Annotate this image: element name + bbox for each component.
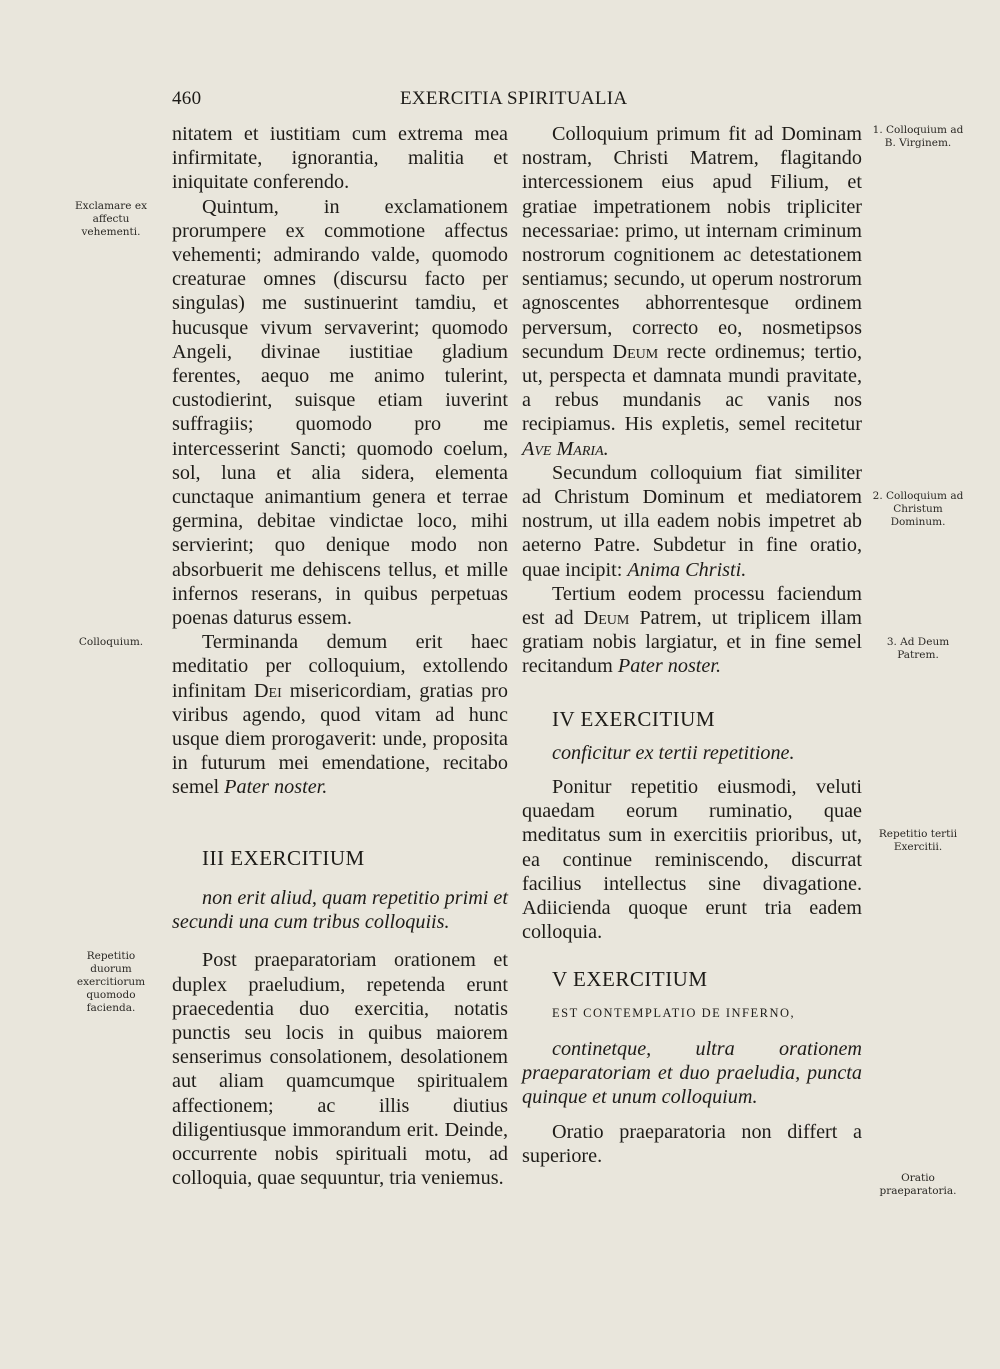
section-heading: III EXERCITIUM	[202, 845, 365, 870]
left-column	[172, 122, 508, 1190]
margin-note-exclamare: Exclamare ex affectu vehementi.	[74, 200, 147, 238]
section-subtitle: continetque, ultra orationem praeparatoriam et duo praeludia, puncta quinque et unum colloquium.	[522, 1037, 862, 1109]
divine-name: Deum	[583, 607, 630, 630]
section-subtitle: non erit aliud, quam repetitio primi et secundi una cum tribus colloquiis.	[172, 886, 508, 934]
paragraph: Tertium eodem processu faciendum est ad Deum Patrem, ut triplicem illam gratiam nobis largiatur, et in fine semel recitandum Pater noster.	[522, 582, 862, 678]
margin-note-repetitio: Repetitio duorum exercitiorum quomodo facienda.	[76, 950, 146, 1014]
paragraph: Terminanda demum erit haec meditatio per colloquium, extollendo infinitam Dei misericordiam, gratias pro viribus agendo, quod vitam ad hunc usque diem prorogaverit: unde, proposita in futurum mei emendatione, recitabo semel Pater noster.	[172, 631, 508, 799]
paragraph: nitatem et iustitiam cum extrema mea infirmitate, ignorantia, malitia et iniquitate conferendo.	[172, 123, 508, 194]
running-head	[172, 88, 862, 116]
margin-note-ad-deum: 3. Ad Deum Patrem.	[886, 636, 950, 661]
margin-note-colloquium: Colloquium.	[78, 636, 144, 648]
section-subtitle: conficitur ex tertii repetitione.	[552, 741, 795, 764]
paragraph: Ponitur repetitio eiusmodi, veluti quaedam eorum ruminatio, quae meditatus sum in exercitiis prioribus, ut, ea continue reminiscendo, discurrat facilius intellectus sine divagatione. Adiicienda quoque erunt tria eadem colloquia.	[522, 776, 862, 944]
divine-name: Deum	[612, 340, 659, 363]
right-column	[522, 122, 862, 1168]
page-number: 460	[172, 88, 202, 109]
margin-note-colloquium-christum: 2. Colloquium ad Christum Dominum.	[872, 490, 964, 528]
margin-note-oratio: Oratio praeparatoria.	[879, 1172, 957, 1197]
margin-note-colloquium-virginem: 1. Colloquium ad B. Virginem.	[872, 124, 964, 149]
margin-note-repetitio-tertii: Repetitio tertii Exercitii.	[878, 828, 958, 853]
paragraph: Post praeparatoriam orationem et duplex praeludium, repetenda erunt praecedentia duo exercitia, notatis punctis seu locis in quibus maiorem senserimus consolationem, desolationem aut aliam quamcumque spiritualem affectionem; ac illis diutius diligentiusque immorandum erit. Deinde, occurrente nobis spirituali motu, ad colloquia, quae sequuntur, tria veniemus.	[172, 949, 508, 1190]
paragraph: Quintum, in exclamationem prorumpere ex commotione affectus vehementi; admirando valde, quomodo creaturae omnes (discursu facto per singulas) me sustinuerint tamdiu, et hucusque vivum servaverint; quomodo Angeli, divinae iustitiae gladium ferentes, aequo me animo tulerint, custodierint, suisque etiam iuverint suffragiis; quomodo pro me intercesserint Sancti; quomodo coelum, sol, luna et alia sidera, elementa cunctaque animantium genera et terrae germina, debitae vindictae loco, mihi servierint; quo denique modo non absorbuerit me dehiscens tellus, et mille infernos reserans, in quibus perpetuas poenas daturus essem.	[172, 195, 508, 630]
section-caption: EST CONTEMPLATIO DE INFERNO,	[552, 1005, 796, 1020]
section-heading: V EXERCITIUM	[552, 966, 708, 991]
paragraph: Secundum colloquium fiat similiter ad Christum Dominum et mediatorem nostrum, ut illa eadem nobis impetret ab aeterno Patre. Subdetur in fine oratio, quae incipit: Anima Christi.	[522, 461, 862, 581]
section-heading: IV EXERCITIUM	[552, 706, 716, 731]
paragraph: Colloquium primum fit ad Dominam nostram, Christi Matrem, flagitando intercessionem eius apud Filium, et gratiae impetrationem nobis tripliciter necessariae: primo, ut internam criminum nostrorum cognitionem ac detestationem sentiamus; secundo, ut operum nostrorum agnoscentes abhorrentesque ordinem perversum, correcto eo, nosmetipsos secundum Deum recte ordinemus; tertio, ut, perspecta et damnata mundi pravitate, a rebus mundanis ac vanis nos recipiamus. His expletis, semel recitetur Ave Maria.	[522, 123, 862, 460]
running-title: EXERCITIA SPIRITUALIA	[400, 88, 628, 109]
divine-name: Dei	[253, 679, 282, 702]
paragraph: Oratio praeparatoria non differt a superiore.	[522, 1120, 862, 1167]
